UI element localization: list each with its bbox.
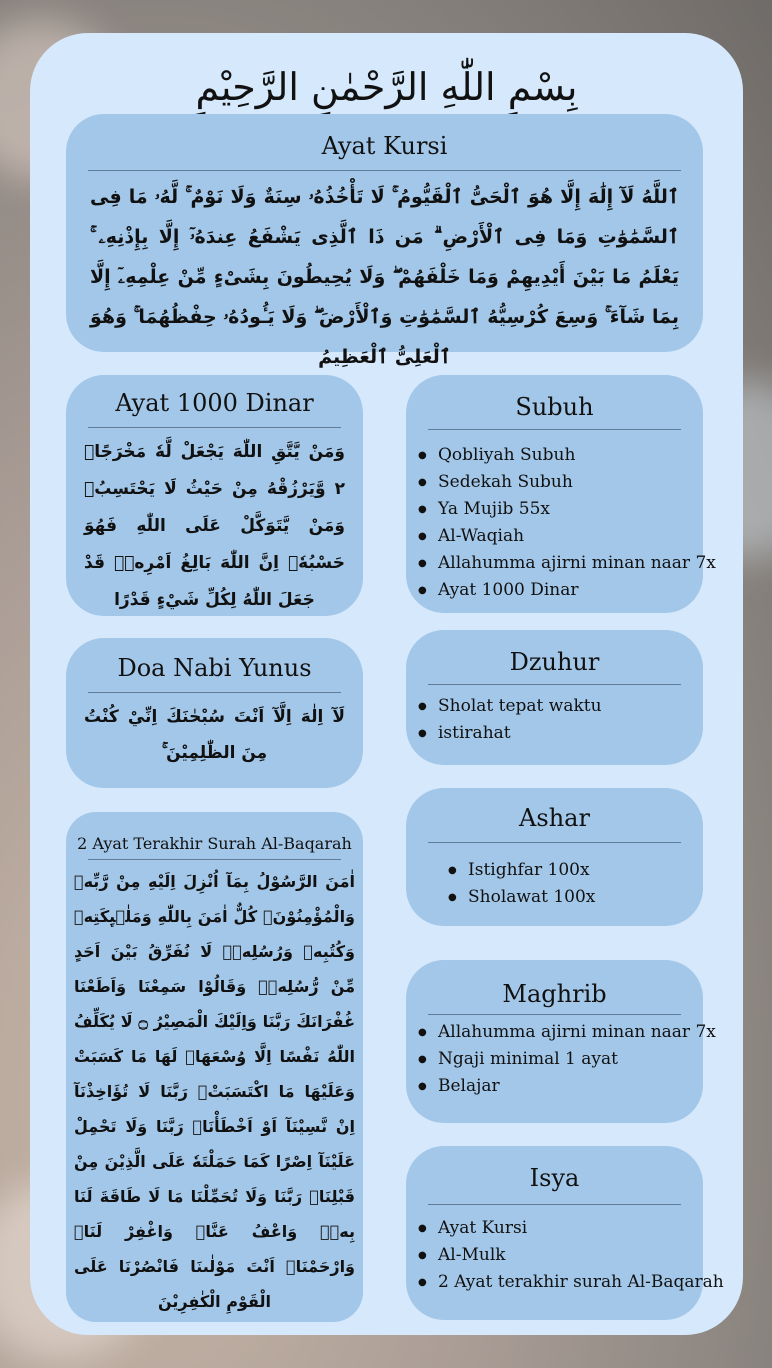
panel-ayat-kursi bbox=[66, 114, 703, 368]
panel-subuh bbox=[406, 375, 716, 613]
baqarah-text: اٰمَنَ الرَّسُوْلُ بِمَآ اُنْزِلَ اِلَيْهِ مِنْ رَّبِّهٖ وَالْمُؤْمِنُوْنَۗ كُلٌّ اٰمَنَ بِاللّٰهِ وَمَلٰۤىِٕكَتِهٖ وَكُتُبِهٖ وَرُسُلِهٖۗ لَا نُفَرِّقُ بَيْنَ اَحَدٍ مِّنْ رُّسُلِهٖۗ وَقَالُوْا سَمِعْنَا وَاَطَعْنَا غُفْرَانَكَ رَبَّنَا وَاِلَيْكَ الْمَصِيْرُ ۝ لَا يُكَلِّفُ اللّٰهُ نَفْسًا اِلَّا وُسْعَهَاۗ لَهَا مَا كَسَبَتْ وَعَلَيْهَا مَا اكْتَسَبَتْۗ رَبَّنَا لَا تُؤَاخِذْنَآ اِنْ نَّسِيْنَآ اَوْ اَخْطَأْنَاۚ رَبَّنَا وَلَا تَحْمِلْ عَلَيْنَآ اِصْرًا كَمَا حَمَلْتَهٗ عَلَى الَّذِيْنَ مِنْ قَبْلِنَاۚ رَبَّنَا وَلَا تُحَمِّلْنَا مَا لَا طَاقَةَ لَنَا بِهٖۚ وَاعْفُ عَنَّاۗ وَاغْفِرْ لَنَاۗ وَارْحَمْنَاۗ اَنْتَ مَوْلٰىنَا فَانْصُرْنَا عَلَى الْقَوْمِ الْكٰفِرِيْنَ bbox=[74, 872, 355, 1311]
ayat-1000-dinar-text: وَمَنْ يَّتَّقِ اللّٰهَ يَجْعَلْ لَّهٗ مَخْرَجًاۙ ٢ وَّيَرْزُقْهُ مِنْ حَيْثُ لَا يَحْتَسِبُۗ وَمَنْ يَّتَوَكَّلْ عَلَى اللّٰهِ فَهُوَ حَسْبُهٗۗ اِنَّ اللّٰهَ بَالِغُ اَمْرِهٖۗ قَدْ جَعَلَ اللّٰهُ لِكُلِّ شَيْءٍ قَدْرًا bbox=[84, 442, 345, 610]
dzuhur-list bbox=[406, 693, 703, 747]
basmala-text: بِسْمِ اللّٰهِ الرَّحْمٰنِ الرَّحِيْمِ bbox=[195, 65, 578, 109]
ashar-list bbox=[406, 857, 703, 911]
list-item: ● Ngaji minimal 1 ayat bbox=[416, 1046, 703, 1073]
list-item: ● Al-Mulk bbox=[416, 1242, 703, 1269]
list-item: ● Allahumma ajirni minan naar 7x bbox=[416, 1019, 703, 1046]
panel-title: Isya bbox=[529, 1164, 580, 1192]
list-item: ● Allahumma ajirni minan naar 7x bbox=[416, 550, 703, 577]
list-item: ● istirahat bbox=[416, 720, 703, 747]
panel-title: Ayat Kursi bbox=[321, 132, 448, 160]
divider bbox=[428, 842, 681, 843]
panel-dzuhur bbox=[406, 630, 703, 765]
maghrib-list bbox=[406, 1019, 716, 1100]
divider bbox=[428, 429, 681, 430]
isya-list bbox=[406, 1215, 724, 1296]
ayat-kursi-text: ٱللَّهُ لَآ إِلَٰهَ إِلَّا هُوَ ٱلْحَىُّ ٱلْقَيُّومُ ۚ لَا تَأْخُذُهُۥ سِنَةٌ وَلَا نَوْمٌ ۚ لَّهُۥ مَا فِى ٱلسَّمَٰوَٰتِ وَمَا فِى ٱلْأَرْضِ ۗ مَن ذَا ٱلَّذِى يَشْفَعُ عِندَهُۥٓ إِلَّا بِإِذْنِهِۦ ۚ يَعْلَمُ مَا بَيْنَ أَيْدِيهِمْ وَمَا خَلْفَهُمْ ۖ وَلَا يُحِيطُونَ بِشَىْءٍ مِّنْ عِلْمِهِۦٓ إِلَّا بِمَا شَآءَ ۚ وَسِعَ كُرْسِيُّهُ ٱلسَّمَٰوَٰتِ وَٱلْأَرْضَ ۖ وَلَا يَـُٔودُهُۥ حِفْظُهُمَا ۚ وَهُوَ ٱلْعَلِىُّ ٱلْعَظِيمُ bbox=[90, 186, 679, 368]
list-item: ● Sedekah Subuh bbox=[416, 469, 703, 496]
divider bbox=[428, 1204, 681, 1205]
subuh-list bbox=[406, 442, 716, 604]
list-item: ● Ayat Kursi bbox=[416, 1215, 703, 1242]
panel-ayat-1000-dinar bbox=[66, 375, 363, 616]
panel-title: Dzuhur bbox=[509, 648, 600, 676]
list-item: ● Ya Mujib 55x bbox=[416, 496, 703, 523]
basmala-heading bbox=[30, 65, 743, 109]
list-item: ● Istighfar 100x bbox=[446, 857, 703, 884]
panel-title: Subuh bbox=[515, 393, 594, 421]
doa-nabi-yunus-text: لَآ اِلٰهَ اِلَّآ اَنْتَ سُبْحٰنَكَ اِنِّيْ كُنْتُ مِنَ الظّٰلِمِيْنَ ۚ bbox=[84, 707, 345, 763]
list-item: ● Qobliyah Subuh bbox=[416, 442, 703, 469]
panel-title: Maghrib bbox=[502, 980, 607, 1008]
panel-isya bbox=[406, 1146, 724, 1320]
panel-title: Ayat 1000 Dinar bbox=[115, 389, 314, 417]
list-item: ● Belajar bbox=[416, 1073, 703, 1100]
panel-maghrib bbox=[406, 960, 716, 1123]
panel-title: Ashar bbox=[519, 804, 590, 832]
panel-title: 2 Ayat Terakhir Surah Al-Baqarah bbox=[77, 834, 352, 853]
list-item: ● Sholat tepat waktu bbox=[416, 693, 703, 720]
list-item: ● 2 Ayat terakhir surah Al-Baqarah bbox=[416, 1269, 703, 1296]
list-item: ● Ayat 1000 Dinar bbox=[416, 577, 703, 604]
routine-card bbox=[30, 33, 743, 1335]
list-item: ● Sholawat 100x bbox=[446, 884, 703, 911]
divider bbox=[428, 1014, 681, 1015]
panel-doa-nabi-yunus bbox=[66, 638, 363, 788]
divider bbox=[428, 684, 681, 685]
panel-title: Doa Nabi Yunus bbox=[117, 654, 312, 682]
list-item: ● Al-Waqiah bbox=[416, 523, 703, 550]
panel-baqarah bbox=[66, 812, 363, 1322]
panel-ashar bbox=[406, 788, 703, 926]
